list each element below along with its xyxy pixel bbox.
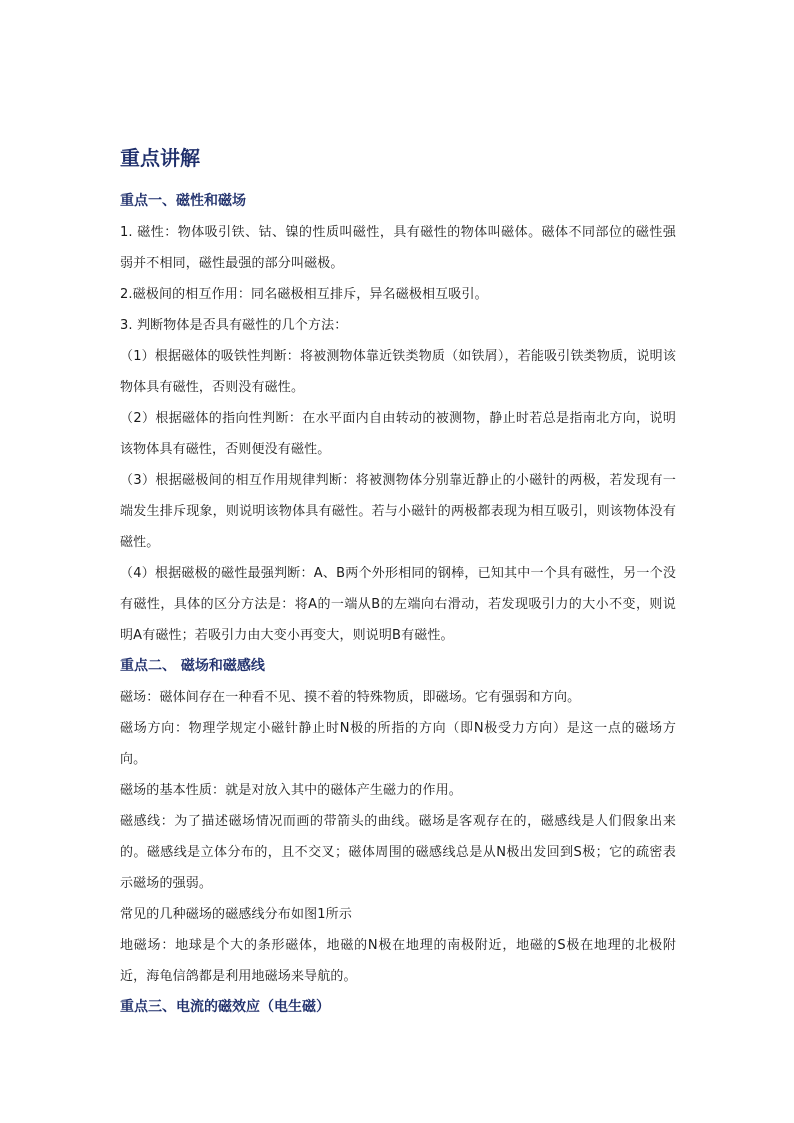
page-title: 重点讲解 xyxy=(120,146,200,170)
paragraph-pole-interaction: 2.磁极间的相互作用：同名磁极相互排斥，异名磁极相互吸引。 xyxy=(120,287,488,302)
section-heading-1: 重点一、磁性和磁场 xyxy=(120,193,246,209)
paragraph-field-direction: 磁场方向：物理学规定小磁针静止时N极的所指的方向（即N极受力方向）是这一点的磁场方向。 xyxy=(120,721,676,767)
section-heading-3: 重点三、电流的磁效应（电生磁） xyxy=(120,999,330,1015)
document-page xyxy=(120,138,676,1023)
paragraph-earth-field: 地磁场：地球是个大的条形磁体，地磁的N极在地理的南极附近，地磁的S极在地理的北极附近，海龟信鸽都是利用地磁场来导航的。 xyxy=(120,938,676,984)
section-heading-2: 重点二、 磁场和磁感线 xyxy=(120,658,265,674)
paragraph-figure-reference: 常见的几种磁场的磁感线分布如图1所示 xyxy=(120,907,352,922)
paragraph-method-4: （4）根据磁极的磁性最强判断：A、B两个外形相同的钢棒，已知其中一个具有磁性，另一个没有磁性，具体的区分方法是：将A的一端从B的左端向右滑动，若发现吸引力的大小不变，则说明A有磁性；若吸引力由大变小再变大，则说明B有磁性。 xyxy=(120,566,676,643)
paragraph-field-lines: 磁感线：为了描述磁场情况而画的带箭头的曲线。磁场是客观存在的，磁感线是人们假象出来的。磁感线是立体分布的，且不交叉；磁体周围的磁感线总是从N极出发回到S极；它的疏密表示磁场的强弱。 xyxy=(120,814,676,891)
paragraph-methods-intro: 3. 判断物体是否具有磁性的几个方法： xyxy=(120,318,348,333)
paragraph-method-1: （1）根据磁体的吸铁性判断：将被测物体靠近铁类物质（如铁屑），若能吸引铁类物质，说明该物体具有磁性，否则没有磁性。 xyxy=(120,349,676,395)
paragraph-method-2: （2）根据磁体的指向性判断：在水平面内自由转动的被测物，静止时若总是指南北方向，说明该物体具有磁性，否则便没有磁性。 xyxy=(120,411,676,457)
paragraph-magnetic-field: 磁场：磁体间存在一种看不见、摸不着的特殊物质，即磁场。它有强弱和方向。 xyxy=(120,690,581,705)
paragraph-magnetism-definition: 1. 磁性：物体吸引铁、钴、镍的性质叫磁性，具有磁性的物体叫磁体。磁体不同部位的磁性强弱并不相同，磁性最强的部分叫磁极。 xyxy=(120,225,676,271)
paragraph-field-property: 磁场的基本性质：就是对放入其中的磁体产生磁力的作用。 xyxy=(120,783,462,798)
paragraph-method-3: （3）根据磁极间的相互作用规律判断：将被测物体分别靠近静止的小磁针的两极，若发现有一端发生排斥现象，则说明该物体具有磁性。若与小磁针的两极都表现为相互吸引，则该物体没有磁性。 xyxy=(120,473,676,550)
